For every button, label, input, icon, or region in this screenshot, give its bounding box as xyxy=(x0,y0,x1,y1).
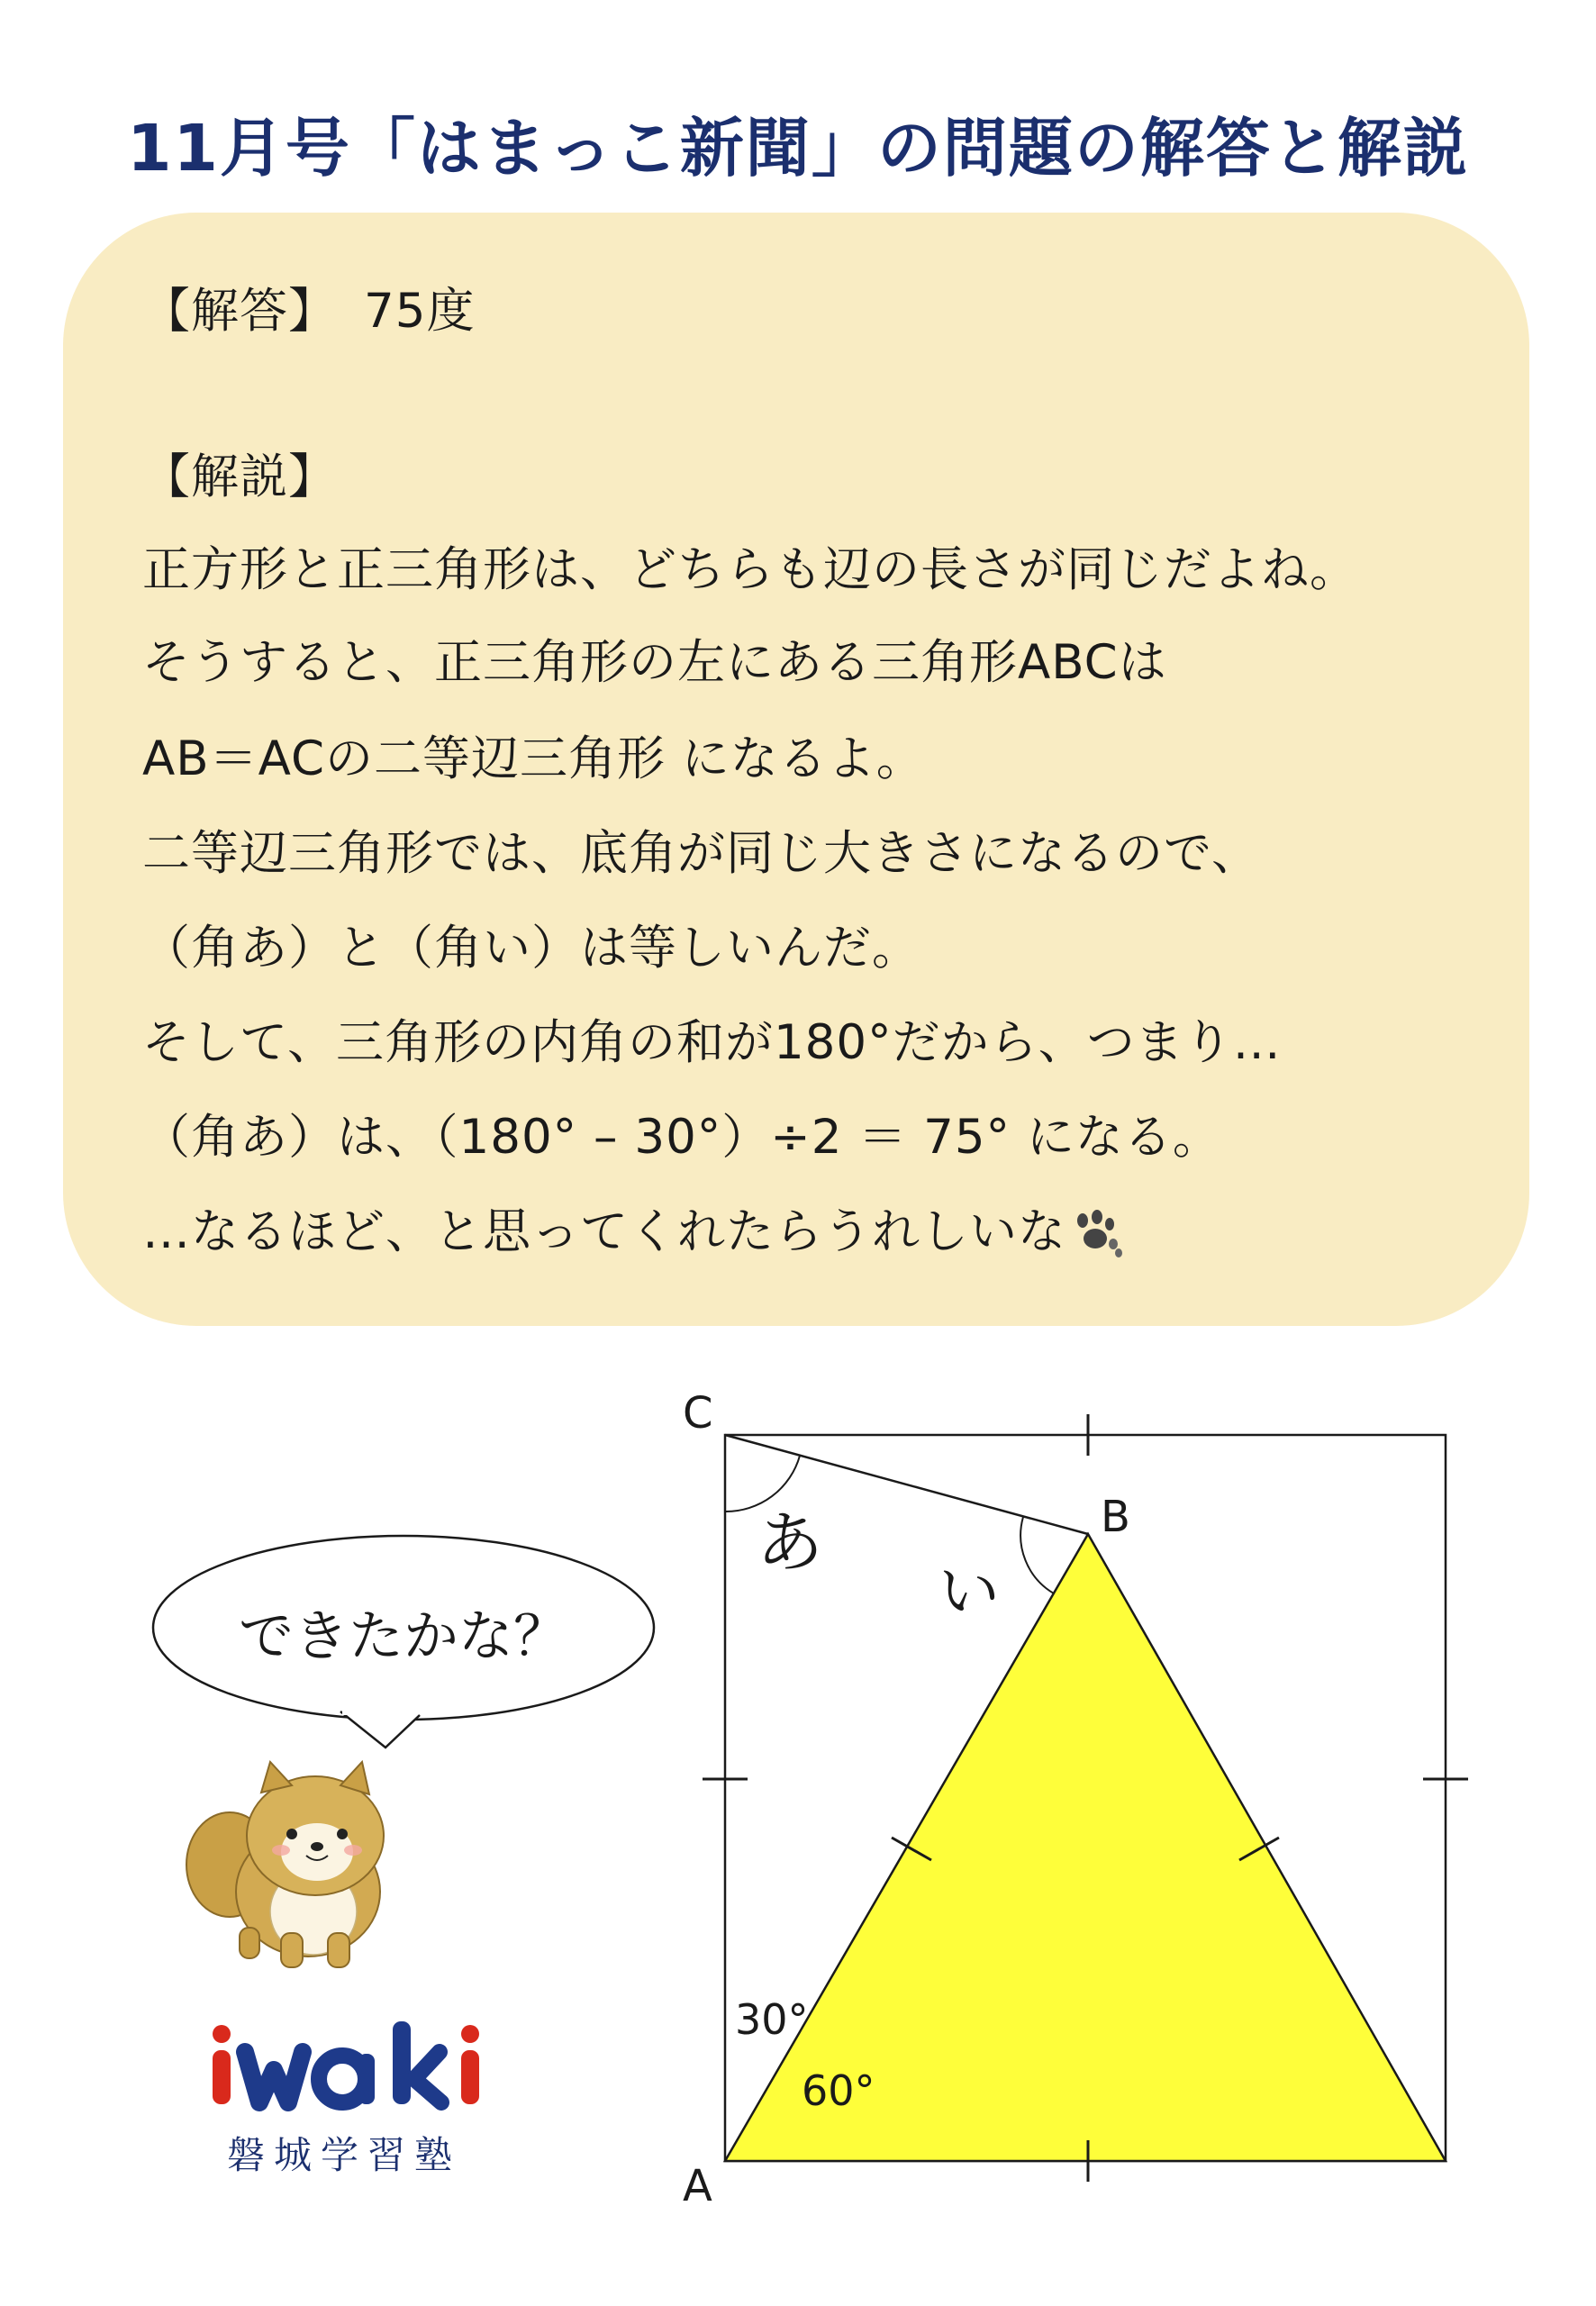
answer-value: 75度 xyxy=(364,284,476,339)
angle-label-30: 30° xyxy=(735,1995,809,2044)
explanation-line-4: 二等辺三角形では、底角が同じ大きさになるので、 xyxy=(142,826,1260,881)
explanation-line-5: （角あ）と（角い）は等しいんだ。 xyxy=(142,921,920,976)
angle-label-a: あ xyxy=(757,1504,823,1582)
angle-label-i: い xyxy=(939,1557,1001,1628)
logo-subtitle: 磐城学習塾 xyxy=(226,2133,461,2177)
geometry-diagram xyxy=(667,1387,1495,2225)
explanation-line-8-text: …なるほど、と思ってくれたらうれしいな xyxy=(142,1204,1066,1259)
pomeranian-illustration xyxy=(180,1757,414,1973)
explanation-line-2: そうすると、正三角形の左にある三角形ABCは xyxy=(142,635,1167,690)
angle-label-60: 60° xyxy=(802,2066,875,2115)
page-title: 11月号「はまっこ新聞」の問題の解答と解説 xyxy=(127,111,1469,186)
vertex-label-a: A xyxy=(683,2161,712,2211)
explanation-line-6: そして、三角形の内角の和が180°だから、つまり… xyxy=(142,1015,1282,1070)
explanation-line-1: 正方形と正三角形は、どちらも辺の長さが同じだよね。 xyxy=(142,542,1358,597)
vertex-label-c: C xyxy=(683,1388,713,1439)
answer-line xyxy=(142,273,475,341)
angle-arc-a xyxy=(725,1456,800,1512)
angle-arc-i xyxy=(1020,1517,1054,1593)
explanation-line-3: AB＝ACの二等辺三角形 になるよ。 xyxy=(142,731,925,786)
explanation-line-8 xyxy=(142,1194,1124,1262)
explanation-label: 【解説】 xyxy=(142,449,337,504)
answer-label: 【解答】 xyxy=(142,284,337,339)
iwaki-logo xyxy=(207,2009,486,2117)
paw-icon xyxy=(1070,1210,1124,1258)
bubble-text: できたかな？ xyxy=(238,1604,568,1668)
explanation-line-7: （角あ）は、（180° – 30°）÷2 ＝ 75° になる。 xyxy=(142,1110,1221,1165)
vertex-label-b: B xyxy=(1101,1492,1130,1542)
